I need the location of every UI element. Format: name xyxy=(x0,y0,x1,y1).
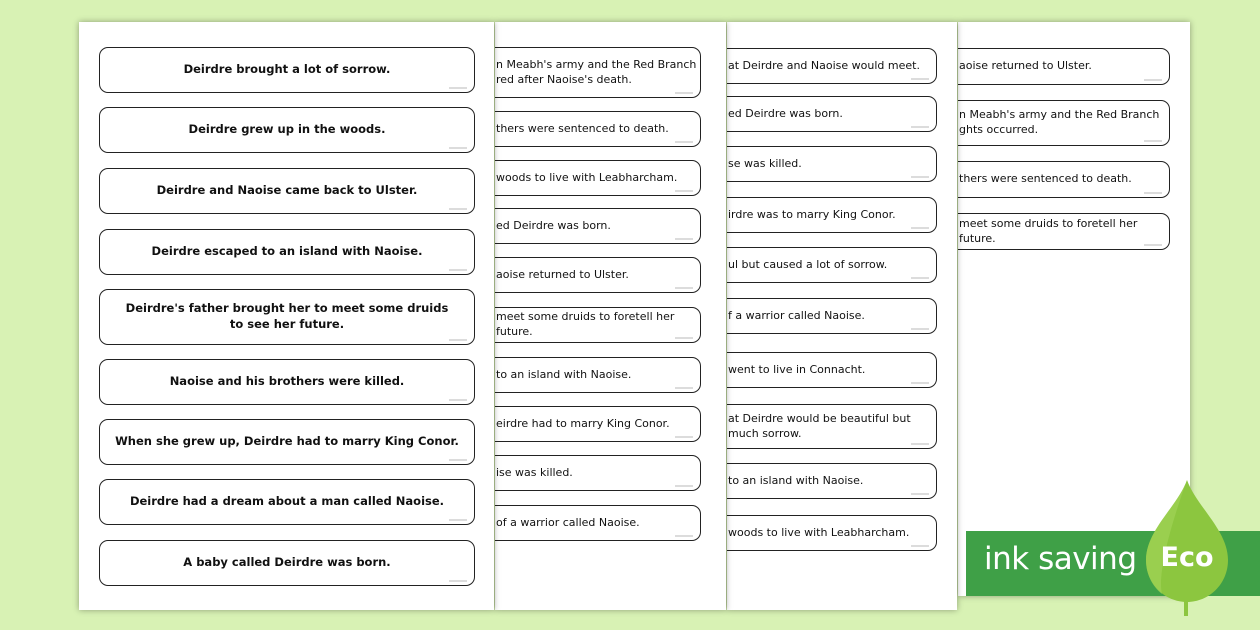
sentence-card: to an island with Naoise. xyxy=(727,463,937,499)
sentence-card: woods to live with Leabharcham. xyxy=(495,160,701,196)
sentence-card: to an island with Naoise. xyxy=(495,357,701,393)
sentence-card: eirdre had to marry King Conor. xyxy=(495,406,701,442)
sentence-card: n Meabh's army and the Red Branch red after Naoise's death. xyxy=(495,47,701,98)
worksheet-page-2 xyxy=(495,22,726,610)
sentence-card: meet some druids to foretell her future. xyxy=(958,213,1170,250)
sentence-card: Deirdre's father brought her to meet some druids to see her future. xyxy=(99,289,475,345)
sentence-card: aoise returned to Ulster. xyxy=(495,257,701,293)
sentence-card: n Meabh's army and the Red Branch ghts occurred. xyxy=(958,100,1170,146)
sentence-card: at Deirdre and Naoise would meet. xyxy=(727,48,937,84)
sentence-card: thers were sentenced to death. xyxy=(495,111,701,147)
sentence-card: thers were sentenced to death. xyxy=(958,161,1170,198)
sentence-card: se was killed. xyxy=(727,146,937,182)
sentence-card: Naoise and his brothers were killed. xyxy=(99,359,475,405)
sentence-card: ed Deirdre was born. xyxy=(495,208,701,244)
sentence-card: Deirdre had a dream about a man called Naoise. xyxy=(99,479,475,525)
sentence-card: ed Deirdre was born. xyxy=(727,96,937,132)
worksheet-page-3 xyxy=(727,22,957,610)
sentence-card: f a warrior called Naoise. xyxy=(727,298,937,334)
sentence-card: Deirdre escaped to an island with Naoise. xyxy=(99,229,475,275)
sentence-card: of a warrior called Naoise. xyxy=(495,505,701,541)
sentence-card: Deirdre and Naoise came back to Ulster. xyxy=(99,168,475,214)
sentence-card: at Deirdre would be beautiful but much sorrow. xyxy=(727,404,937,449)
sentence-card: woods to live with Leabharcham. xyxy=(727,515,937,551)
sentence-card: went to live in Connacht. xyxy=(727,352,937,388)
sentence-card: ul but caused a lot of sorrow. xyxy=(727,247,937,283)
sentence-card: When she grew up, Deirdre had to marry King Conor. xyxy=(99,419,475,465)
sentence-card: Deirdre brought a lot of sorrow. xyxy=(99,47,475,93)
sentence-card: ise was killed. xyxy=(495,455,701,491)
sentence-card: A baby called Deirdre was born. xyxy=(99,540,475,586)
sentence-card: Deirdre grew up in the woods. xyxy=(99,107,475,153)
sentence-card: irdre was to marry King Conor. xyxy=(727,197,937,233)
worksheet-page-1 xyxy=(79,22,494,610)
ink-saving-text: ink saving xyxy=(984,541,1137,577)
eco-label: Eco xyxy=(1160,542,1214,573)
sentence-card: meet some druids to foretell her future. xyxy=(495,307,701,343)
sentence-card: aoise returned to Ulster. xyxy=(958,48,1170,85)
